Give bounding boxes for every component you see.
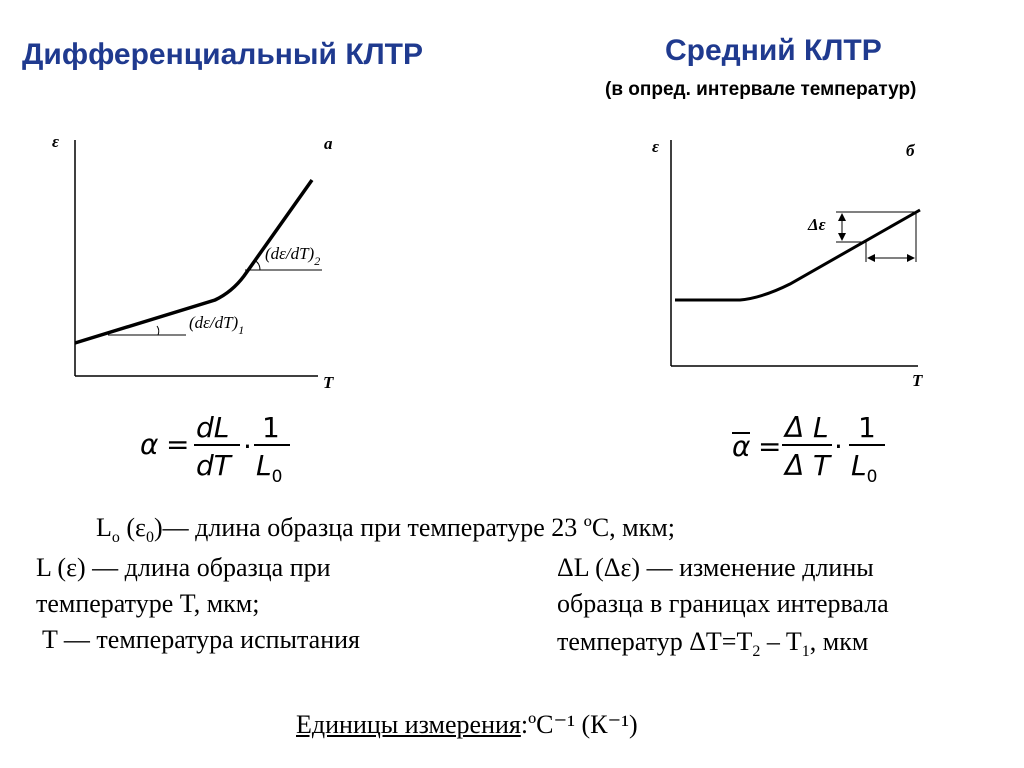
def-dl-line3-b: – T bbox=[760, 627, 802, 656]
graph-a-slope2-sub: 2 bbox=[314, 254, 321, 268]
def-l0-rest: )— длина образца при температуре 23 ºС, мкм; bbox=[153, 513, 675, 542]
units-value: :ºС⁻¹ (К⁻¹) bbox=[520, 710, 638, 739]
def-l-line1: L (ε) — длина образца при bbox=[36, 553, 331, 582]
def-l0-sub: o bbox=[111, 529, 120, 547]
formula-a-den2-main: L bbox=[256, 449, 272, 482]
graph-a-angle1-arc bbox=[157, 326, 159, 335]
graph-a-letter: а bbox=[324, 134, 333, 153]
def-dl-line3-sub1: 2 bbox=[752, 643, 761, 661]
graph-a bbox=[52, 132, 334, 392]
def-l0-main: L bbox=[96, 513, 112, 542]
title-average: Средний КЛТР bbox=[665, 34, 882, 67]
graph-b-curve bbox=[675, 210, 920, 300]
formula-b-dot: · bbox=[834, 430, 843, 463]
def-l0-paren: (ε bbox=[119, 513, 146, 542]
formula-a-den1: dT bbox=[196, 449, 231, 482]
def-l0-paren-sub: 0 bbox=[145, 529, 154, 547]
formula-b-num1: Δ L bbox=[785, 411, 829, 444]
graph-a-slope1-sub: 1 bbox=[238, 323, 245, 337]
title-differential: Дифференциальный КЛТР bbox=[22, 38, 424, 71]
def-dl-line3-c: , мкм bbox=[809, 627, 869, 656]
formula-a-den2 bbox=[256, 449, 282, 487]
graph-a-slope2-main: (dε/dT) bbox=[265, 244, 315, 263]
graph-b-letter: б bbox=[906, 141, 915, 160]
formula-a bbox=[140, 411, 290, 487]
formula-a-alpha: α bbox=[140, 428, 159, 461]
formula-a-dot: · bbox=[243, 430, 252, 463]
graph-a-slope1-main: (dε/dT) bbox=[189, 313, 239, 332]
formula-b-den2-main: L bbox=[851, 449, 867, 482]
formula-a-eq: = bbox=[166, 428, 190, 461]
formula-b-alpha: α bbox=[732, 430, 751, 463]
formula-b-num2: 1 bbox=[858, 411, 876, 444]
graph-b-y-label: ε bbox=[652, 137, 659, 156]
units-line bbox=[296, 710, 638, 740]
subtitle-average: (в опред. интервале температур) bbox=[605, 79, 917, 100]
def-dl-line1: ΔL (Δε) — изменение длины bbox=[557, 553, 874, 582]
formula-a-num2: 1 bbox=[262, 411, 280, 444]
def-t-line: T — температура испытания bbox=[42, 625, 360, 654]
formula-a-den2-sub: 0 bbox=[271, 467, 283, 487]
graph-a-slope1-label bbox=[189, 313, 244, 337]
formula-b-den2-sub: 0 bbox=[866, 467, 878, 487]
graph-a-slope2-label bbox=[265, 244, 320, 268]
formula-a-num1: dL bbox=[196, 411, 230, 444]
graph-a-y-label: ε bbox=[52, 132, 59, 151]
def-dl-line3 bbox=[557, 627, 868, 661]
graph-a-x-label: T bbox=[323, 373, 334, 392]
formula-b-eq: = bbox=[758, 430, 782, 463]
graph-b bbox=[652, 137, 923, 390]
def-l-line2: температуре T, мкм; bbox=[36, 589, 260, 618]
def-l0 bbox=[96, 513, 675, 547]
def-dl-line2: образца в границах интервала bbox=[557, 589, 889, 618]
formula-b-den1: Δ T bbox=[785, 449, 831, 482]
def-dl-line3-a: температур ΔT=T bbox=[557, 627, 753, 656]
formula-b bbox=[732, 411, 885, 487]
def-dl-line3-sub2: 1 bbox=[801, 643, 810, 661]
units-label: Единицы измерения bbox=[296, 710, 521, 739]
graph-b-delta-eps-label: Δε bbox=[808, 215, 826, 234]
formula-b-den2 bbox=[851, 449, 877, 487]
graph-b-x-label: T bbox=[912, 371, 923, 390]
